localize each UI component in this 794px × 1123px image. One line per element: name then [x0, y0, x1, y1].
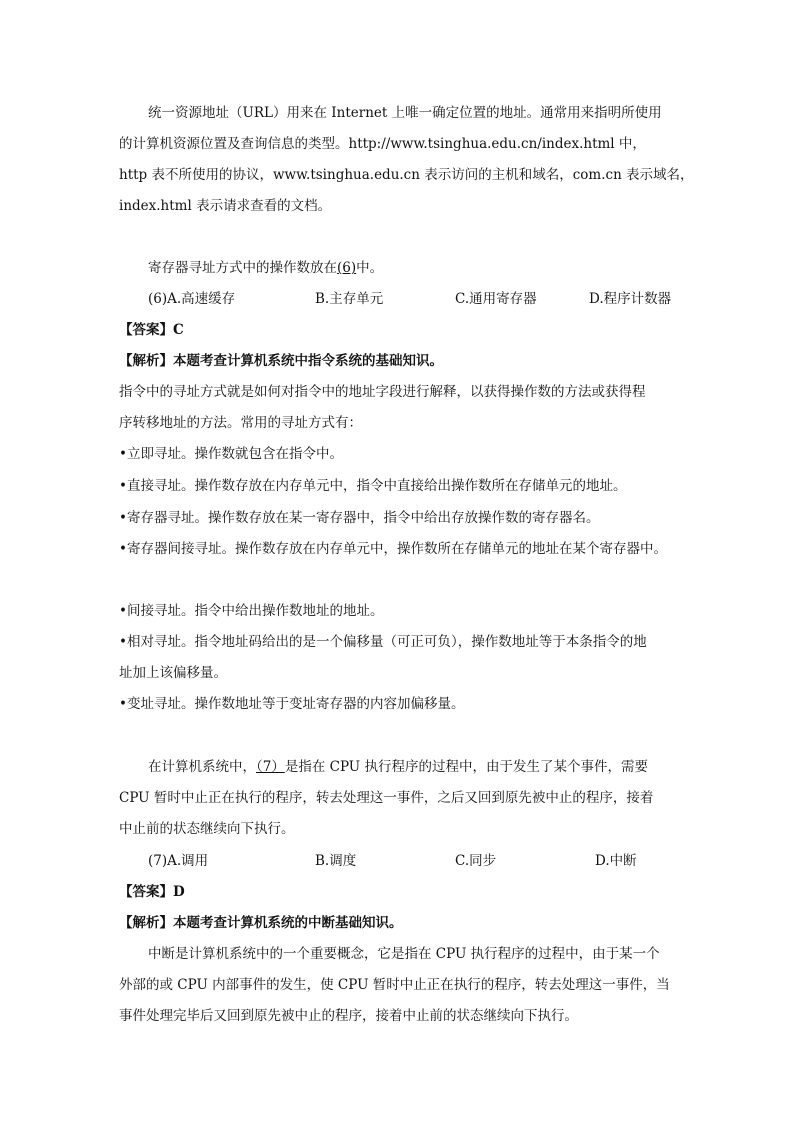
- q6-stem: [148, 258, 383, 278]
- q7-stem-line-2: CPU 暂时中止正在执行的程序，转去处理这一事件，之后又回到原先被中止的程序，接着: [119, 790, 654, 806]
- q6-body-line-10: •变址寻址。操作数地址等于变址寄存器的内容加偏移量。: [119, 696, 465, 712]
- q7-option-c: C.同步: [455, 853, 497, 869]
- q7-option-b: B.调度: [315, 853, 357, 869]
- q7-option-d: D.中断: [595, 853, 637, 869]
- q5-explain-line-3: http 表不所使用的协议，www.tsinghua.edu.cn 表示访问的主机和域名，com.cn 表示域名，: [119, 167, 694, 183]
- q6-body-line-2: 序转移地址的方法。常用的寻址方式有：: [119, 415, 362, 431]
- q6-body-line-8: •相对寻址。指令地址码给出的是一个偏移量（可正可负），操作数地址等于本条指令的地: [119, 634, 647, 650]
- q7-blank: （7）: [256, 759, 285, 775]
- q7-analysis-title: 本题考查计算机系统的中断基础知识。: [173, 915, 403, 931]
- q6-blank: (6): [337, 260, 357, 276]
- q6-stem-b: 中。: [356, 260, 384, 276]
- q6-body-line-6: •寄存器间接寻址。操作数存放在内存单元中，操作数所在存储单元的地址在某个寄存器中。: [119, 541, 667, 557]
- q6-analysis-title: 本题考查计算机系统中指令系统的基础知识。: [173, 353, 443, 369]
- q6-option-c: C.通用寄存器: [455, 291, 537, 307]
- q7-analysis-heading: [119, 913, 403, 933]
- q6-analysis-label: 【解析】: [119, 353, 173, 369]
- q6-answer-label: 【答案】: [119, 322, 173, 338]
- q6-body-line-7: •间接寻址。指令中给出操作数地址的地址。: [119, 603, 384, 619]
- q6-answer: [119, 320, 184, 340]
- q6-body-line-3: •立即寻址。操作数就包含在指令中。: [119, 446, 343, 462]
- q7-answer: [119, 882, 185, 902]
- q6-body-line-5: •寄存器寻址。操作数存放在某一寄存器中，指令中给出存放操作数的寄存器名。: [119, 510, 600, 526]
- q7-body-line-3: 事件处理完毕后又回到原先被中止的程序，接着中止前的状态继续向下执行。: [119, 1008, 578, 1024]
- q6-option-a: (6)A.高速缓存: [148, 291, 236, 307]
- q6-body-line-4: •直接寻址。操作数存放在内存单元中，指令中直接给出操作数所在存储单元的地址。: [119, 478, 627, 494]
- q6-stem-a: 寄存器寻址方式中的操作数放在: [148, 260, 337, 276]
- q6-option-d: D.程序计数器: [589, 291, 672, 307]
- q7-stem: [148, 757, 648, 777]
- q6-analysis-heading: [119, 351, 443, 371]
- q6-body-line-1: 指令中的寻址方式就是如何对指令中的地址字段进行解释，以获得操作数的方法或获得程: [119, 384, 646, 400]
- q6-body-line-9: 址加上该偏移量。: [119, 665, 227, 681]
- q5-explain-line-4: index.html 表示请求查看的文档。: [119, 198, 332, 214]
- q7-stem-a: 在计算机系统中，: [148, 759, 256, 775]
- q7-answer-value: D: [173, 884, 185, 900]
- q7-analysis-label: 【解析】: [119, 915, 173, 931]
- q7-answer-label: 【答案】: [119, 884, 173, 900]
- q7-body-line-2: 外部的或 CPU 内部事件的发生，使 CPU 暂时中止正在执行的程序，转去处理这一事件，当: [119, 977, 670, 993]
- q7-stem-b: 是指在 CPU 执行程序的过程中，由于发生了某个事件，需要: [284, 759, 648, 775]
- q5-explain-line-2: 的计算机资源位置及查询信息的类型。http://www.tsinghua.edu.cn/index.html 中，: [119, 136, 646, 152]
- q7-stem-line-3: 中止前的状态继续向下执行。: [119, 821, 295, 837]
- q6-answer-value: C: [173, 322, 184, 338]
- q6-option-b: B.主存单元: [315, 291, 384, 307]
- q5-explain-line-1: 统一资源地址（URL）用来在 Internet 上唯一确定位置的地址。通常用来指明所使用: [148, 105, 662, 121]
- q7-option-a: (7)A.调用: [148, 853, 209, 869]
- q7-body-line-1: 中断是计算机系统中的一个重要概念，它是指在 CPU 执行程序的过程中，由于某一个: [148, 946, 660, 962]
